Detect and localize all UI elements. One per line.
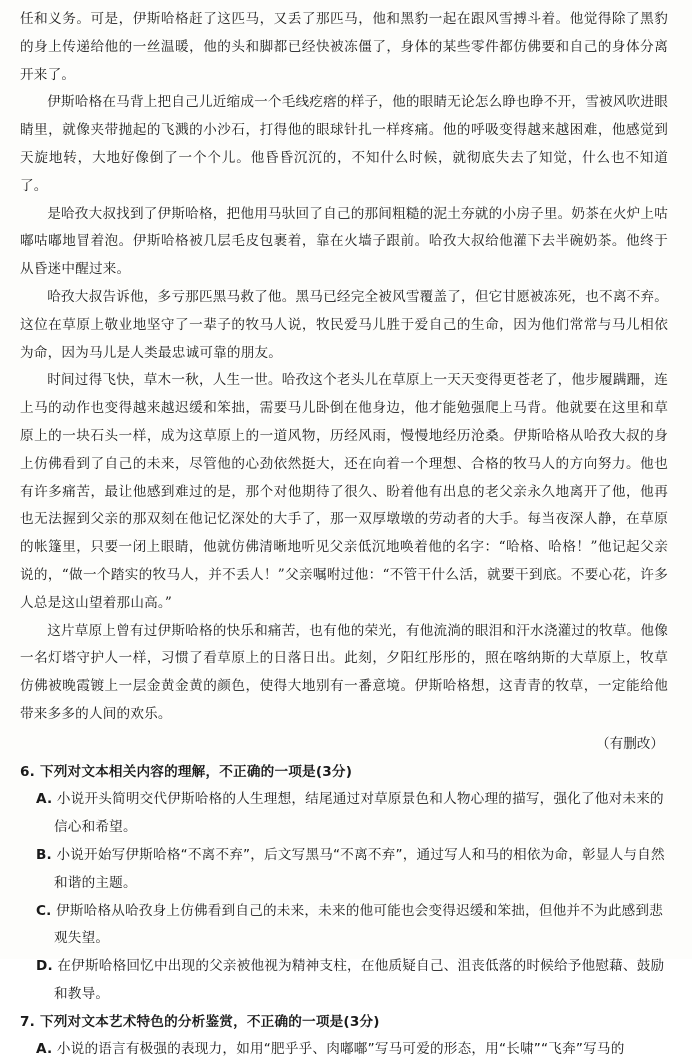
option-text: 小说的语言有极强的表现力，如用“肥乎乎、肉嘟嘟”写马可爱的形态，用“长啸”“飞奔”写马的: [56, 1041, 625, 1058]
option-text: 伊斯哈格从哈孜身上仿佛看到自己的未来，未来的他可能也会变得迟缓和笨拙，但他并不为此感到悲观失望。: [54, 902, 663, 947]
answer-option: [20, 786, 668, 842]
option-letter: C.: [36, 902, 52, 919]
questions-section: [20, 759, 668, 1064]
question-block: [20, 1009, 668, 1064]
option-text: 小说开头简明交代伊斯哈格的人生理想，结尾通过对草原景色和人物心理的描写，强化了他对未来的信心和希望。: [54, 791, 664, 836]
article-paragraph: 时间过得飞快，草木一秋，人生一世。哈孜这个老头儿在草原上一天天变得更苍老了，他步履蹒跚，连上马的动作也变得越来越迟缓和笨拙，需要马儿卧倒在他身边，他才能勉强爬上马背。他就要在这里和草原上的一块石头一样，成为这草原上的一道风物，历经风雨，慢慢地经历沧桑。伊斯哈格从哈孜大叔的身上仿佛看到了自己的未来，尽管他的心劲依然挺大，还在向着一个理想、合格的牧马人的方向努力。他也有许多痛苦，最让他感到难过的是，那个对他期待了很久、盼着他有出息的老父亲永久地离开了他，他再也无法握到父亲的那双刻在他记忆深处的大手了，那一双厚墩墩的劳动者的大手。每当夜深人静，在草原的帐篷里，只要一闭上眼睛，他就仿佛清晰地听见父亲低沉地唤着他的名字：“哈格、哈格！”他记起父亲说的，“做一个踏实的牧马人，并不丢人！”父亲嘱咐过他：“不管干什么活，就要干到底。不要心花，许多人总是这山望着那山高。”: [20, 372, 668, 611]
answer-option: [20, 1036, 668, 1064]
question-stem: 6. 下列对文本相关内容的理解，不正确的一项是(3分): [20, 763, 353, 780]
option-letter: D.: [36, 958, 53, 975]
article-paragraph: 任和义务。可是，伊斯哈格赶了这匹马，又丢了那匹马，他和黑豹一起在跟风雪搏斗着。他觉得除了黑豹的身上传递给他的一丝温暖，他的头和脚都已经快被冻僵了，身体的某些零件都仿佛要和自己的身体分离开来了。: [20, 11, 668, 83]
article-paragraph: 是哈孜大叔找到了伊斯哈格，把他用马驮回了自己的那间粗糙的泥土夯就的小房子里。奶茶在火炉上咕嘟咕嘟地冒着泡。伊斯哈格被几层毛皮包裹着，靠在火墙子跟前。哈孜大叔给他灌下去半碗奶茶。他终于从昏迷中醒过来。: [20, 205, 668, 278]
answer-option: [20, 953, 668, 1009]
article-body: [20, 6, 668, 729]
question-stem: 7. 下列对文本艺术特色的分析鉴赏，不正确的一项是(3分): [20, 1013, 380, 1030]
option-text: 小说开始写伊斯哈格“不离不弃”，后文写黑马“不离不弃”，通过写人和马的相依为命，彰显人与自然和谐的主题。: [54, 846, 665, 891]
option-letter: B.: [36, 846, 52, 863]
article-paragraph: 伊斯哈格在马背上把自己儿近缩成一个毛线疙瘩的样子，他的眼睛无论怎么睁也睁不开，雪被风吹进眼睛里，就像夹带抛起的飞溅的小沙石，打得他的眼球针扎一样疼痛。他的呼吸变得越来越困难，他感觉到天旋地转，大地好像倒了一个个儿。他昏昏沉沉的，不知什么时候，就彻底失去了知觉，什么也不知道了。: [20, 94, 668, 194]
question-block: [20, 759, 668, 1009]
article-paragraph: 哈孜大叔告诉他，多亏那匹黑马救了他。黑马已经完全被风雪覆盖了，但它甘愿被冻死，也不离不弃。这位在草原上敬业地坚守了一辈子的牧马人说，牧民爱马儿胜于爱自己的生命，因为他们常常与马儿相依为命，因为马儿是人类最忠诚可靠的朋友。: [20, 288, 668, 361]
option-letter: A.: [36, 791, 53, 808]
article-paragraph: 这片草原上曾有过伊斯哈格的快乐和痛苦，也有他的荣光，有他流淌的眼泪和汗水浇灌过的牧草。他像一名灯塔守护人一样，习惯了看草原上的日落日出。此刻，夕阳红彤彤的，照在喀纳斯的大草原上，牧草仿佛被晚霞镀上一层金黄金黄的颜色，使得大地别有一番意境。伊斯哈格想，这青青的牧草，一定能给他带来多多的人间的欢乐。: [20, 622, 668, 722]
option-letter: A.: [36, 1041, 53, 1058]
option-text: 在伊斯哈格回忆中出现的父亲被他视为精神支柱，在他质疑自己、沮丧低落的时候给予他慰藉、鼓励和教导。: [54, 958, 665, 1002]
page-content: [20, 6, 668, 1064]
source-note: （有删改）: [596, 735, 664, 752]
answer-option: [20, 898, 668, 954]
answer-option: [20, 842, 668, 898]
